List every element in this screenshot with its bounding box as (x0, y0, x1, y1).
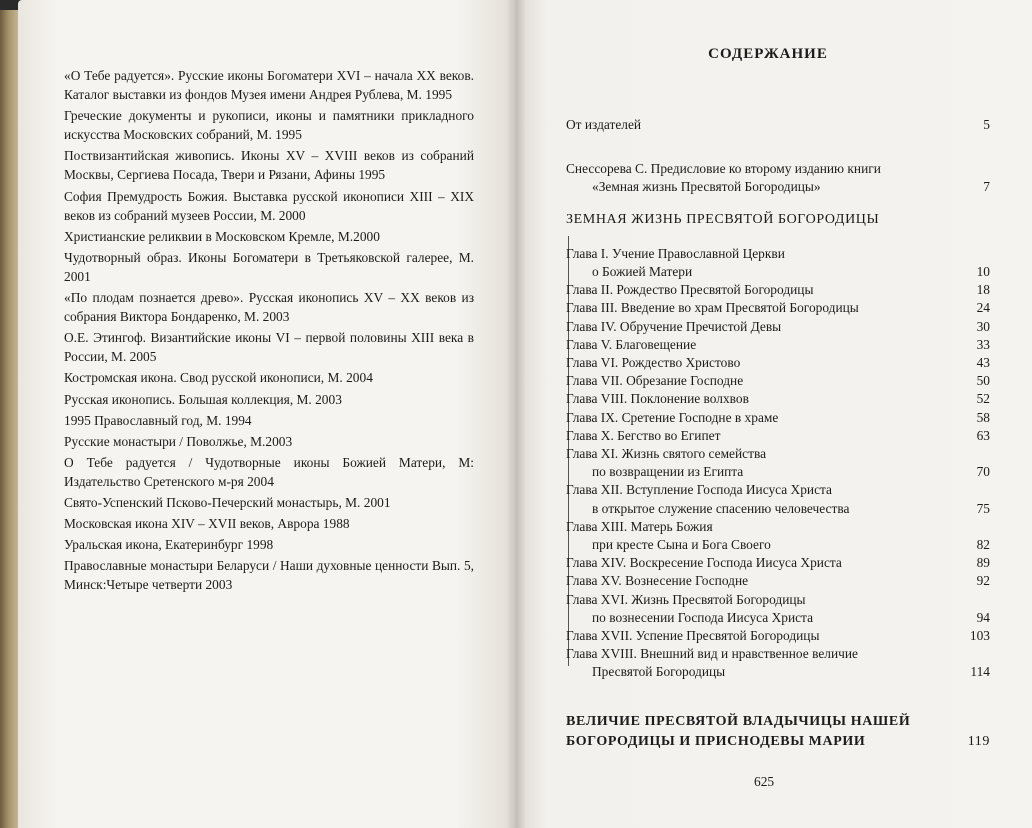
chapter-row (566, 281, 990, 299)
bibliography-entry: Московская икона XIV – XVII веков, Аврора 1988 (64, 516, 350, 532)
bibliography-entry: Православные монастыри Беларуси / Наши духовные ценности Вып. 5, Минск:Четыре четверти 2003 (64, 558, 474, 593)
chapter-page-number: 43 (976, 355, 990, 371)
bibliography-entry: Русская иконопись. Большая коллекция, М. 2003 (64, 391, 342, 407)
toc-page-number: 5 (983, 117, 990, 132)
bibliography-entry: «О Тебе радуется». Русские иконы Богоматери XVI – начала XX веков. Каталог выставки из фондов Музея имени Андрея Рублева, М. 1995 (64, 68, 474, 103)
chapter-title: Глава VIII. Поклонение волхвов (566, 391, 749, 407)
chapter-row (566, 427, 990, 445)
chapter-title: Глава I. Учение Православной Церкви (566, 245, 785, 261)
chapter-title: Глава X. Бегство во Египет (566, 427, 721, 443)
toc-entry-text: Снессорева С. Предисловие ко второму изданию книги (566, 161, 881, 177)
chapter-row (566, 627, 990, 645)
chapter-row (566, 481, 990, 517)
bibliography-entry: Русские монастыри / Поволжье, М.2003 (64, 433, 293, 449)
chapter-title: Глава VII. Обрезание Господне (566, 373, 744, 389)
chapter-page-number: 70 (976, 464, 990, 480)
chapter-row (566, 372, 990, 390)
toc-entry-continuation: «Земная жизнь Пресвятой Богородицы» (592, 179, 821, 195)
chapter-title: Глава XII. Вступление Господа Иисуса Христа (566, 482, 832, 498)
chapter-page-number: 52 (976, 391, 990, 407)
bibliography-entry: Чудотворный образ. Иконы Богоматери в Третьяковской галерее, М. 2001 (64, 249, 474, 284)
chapter-title-continuation: по вознесении Господа Иисуса Христа (592, 609, 814, 625)
chapter-title: Глава II. Рождество Пресвятой Богородицы (566, 282, 814, 298)
toc-row (566, 160, 990, 196)
chapter-title: Глава IV. Обручение Пречистой Девы (566, 318, 782, 334)
chapter-title-continuation: о Божией Матери (592, 264, 693, 280)
spacer (566, 134, 990, 160)
bibliography-entry: О Тебе радуется / Чудотворные иконы Божией Матери, М: Издательство Сретенского м-ря 2004 (64, 454, 474, 489)
bibliography-entry: Свято-Успенский Псково-Печерский монастырь, М. 2001 (64, 494, 391, 510)
chapter-page-number: 94 (976, 609, 990, 625)
chapter-page-number: 92 (976, 573, 990, 589)
chapter-title: Глава XVI. Жизнь Пресвятой Богородицы (566, 591, 806, 607)
chapter-page-number: 58 (976, 409, 990, 425)
chapter-row (566, 572, 990, 590)
bibliography-entry: Костромская икона. Свод русской иконописи, М. 2004 (64, 370, 373, 386)
section-heading-line: ВЕЛИЧИЕ ПРЕСВЯТОЙ ВЛАДЫЧИЦЫ НАШЕЙ (566, 713, 911, 729)
toc-entry-text: От издателей (566, 117, 642, 132)
section-heading-line: БОГОРОДИЦЫ И ПРИСНОДЕВЫ МАРИИ (566, 733, 866, 749)
bibliography-entry: «По плодам познается древо». Русская иконопись XV – XX веков из собрания Виктора Бондаренко, М. 2003 (64, 290, 474, 325)
toc-page-number: 119 (967, 733, 990, 749)
chapter-page-number: 18 (976, 282, 990, 298)
bibliography-entry: Греческие документы и рукописи, иконы и памятники прикладного искусства Московских собраний, М. 1995 (64, 108, 474, 143)
chapter-title: Глава V. Благовещение (566, 336, 697, 352)
section-heading-2 (566, 712, 990, 752)
chapter-title: Глава III. Введение во храм Пресвятой Богородицы (566, 300, 859, 316)
chapter-row (566, 390, 990, 408)
chapter-title: Глава XV. Вознесение Господне (566, 573, 749, 589)
chapter-title: Глава XIII. Матерь Божия (566, 518, 713, 534)
chapter-title-continuation: Пресвятой Богородицы (592, 664, 726, 680)
bibliography-entry: О.Е. Этингоф. Византийские иконы VI – первой половины XIII века в России, М. 2005 (64, 330, 474, 365)
toc-page-number: 7 (983, 179, 990, 195)
chapter-title-continuation: при кресте Сына и Бога Своего (592, 537, 771, 553)
section-heading: ЗЕМНАЯ ЖИЗНЬ ПРЕСВЯТОЙ БОГОРОДИЦЫ (566, 211, 880, 227)
chapter-row (566, 409, 990, 427)
table-of-contents (566, 116, 990, 768)
chapter-title-continuation: в открытое служение спасению человечества (592, 500, 850, 516)
chapter-title: Глава IX. Сретение Господне в храме (566, 409, 779, 425)
chapter-row (566, 518, 990, 554)
chapter-row (566, 591, 990, 627)
chapter-title: Глава XI. Жизнь святого семейства (566, 446, 767, 462)
chapter-row (566, 354, 990, 372)
book-gutter (506, 0, 526, 828)
chapter-row (566, 554, 990, 572)
bibliography-entry: Уральская икона, Екатеринбург 1998 (64, 537, 274, 553)
page-number: 625 (754, 774, 775, 789)
chapter-page-number: 24 (976, 300, 990, 316)
chapter-page-number: 89 (976, 555, 990, 571)
chapter-row (566, 336, 990, 354)
chapter-page-number: 103 (969, 628, 990, 644)
bibliography-entry: Христианские реликвии в Московском Кремле, М.2000 (64, 228, 380, 244)
chapter-page-number: 63 (976, 427, 990, 443)
chapter-title: Глава VI. Рождество Христово (566, 355, 741, 371)
bibliography-entry: 1995 Православный год, М. 1994 (64, 412, 252, 428)
chapter-page-number: 50 (976, 373, 990, 389)
chapter-list (566, 245, 990, 682)
chapter-row (566, 299, 990, 317)
chapter-row (566, 445, 990, 481)
chapter-page-number: 82 (976, 537, 990, 553)
chapter-title: Глава XVIII. Внешний вид и нравственное величие (566, 646, 858, 662)
chapter-row (566, 318, 990, 336)
chapter-page-number: 75 (976, 500, 990, 516)
chapter-row (566, 245, 990, 281)
bibliography-list (64, 66, 474, 596)
chapter-title: Глава XIV. Воскресение Господа Иисуса Христа (566, 555, 842, 571)
chapter-page-number: 114 (970, 664, 990, 680)
chapter-row (566, 645, 990, 681)
chapter-title: Глава XVII. Успение Пресвятой Богородицы (566, 628, 820, 644)
bibliography-entry: Поствизантийская живопись. Иконы XV – XVIII веков из собраний Москвы, Сергиева Посада, Твери и Рязани, Афины 1995 (64, 148, 474, 183)
chapter-page-number: 10 (976, 264, 990, 280)
chapter-page-number: 30 (976, 318, 990, 334)
toc-row (566, 116, 990, 134)
contents-title: СОДЕРЖАНИЕ (708, 46, 828, 62)
bibliography-entry: София Премудрость Божия. Выставка русской иконописи XIII – XIX веков из собраний музеев России, М. 2000 (64, 188, 474, 223)
chapter-page-number: 33 (976, 336, 990, 352)
chapter-title-continuation: по возвращении из Египта (592, 464, 744, 480)
